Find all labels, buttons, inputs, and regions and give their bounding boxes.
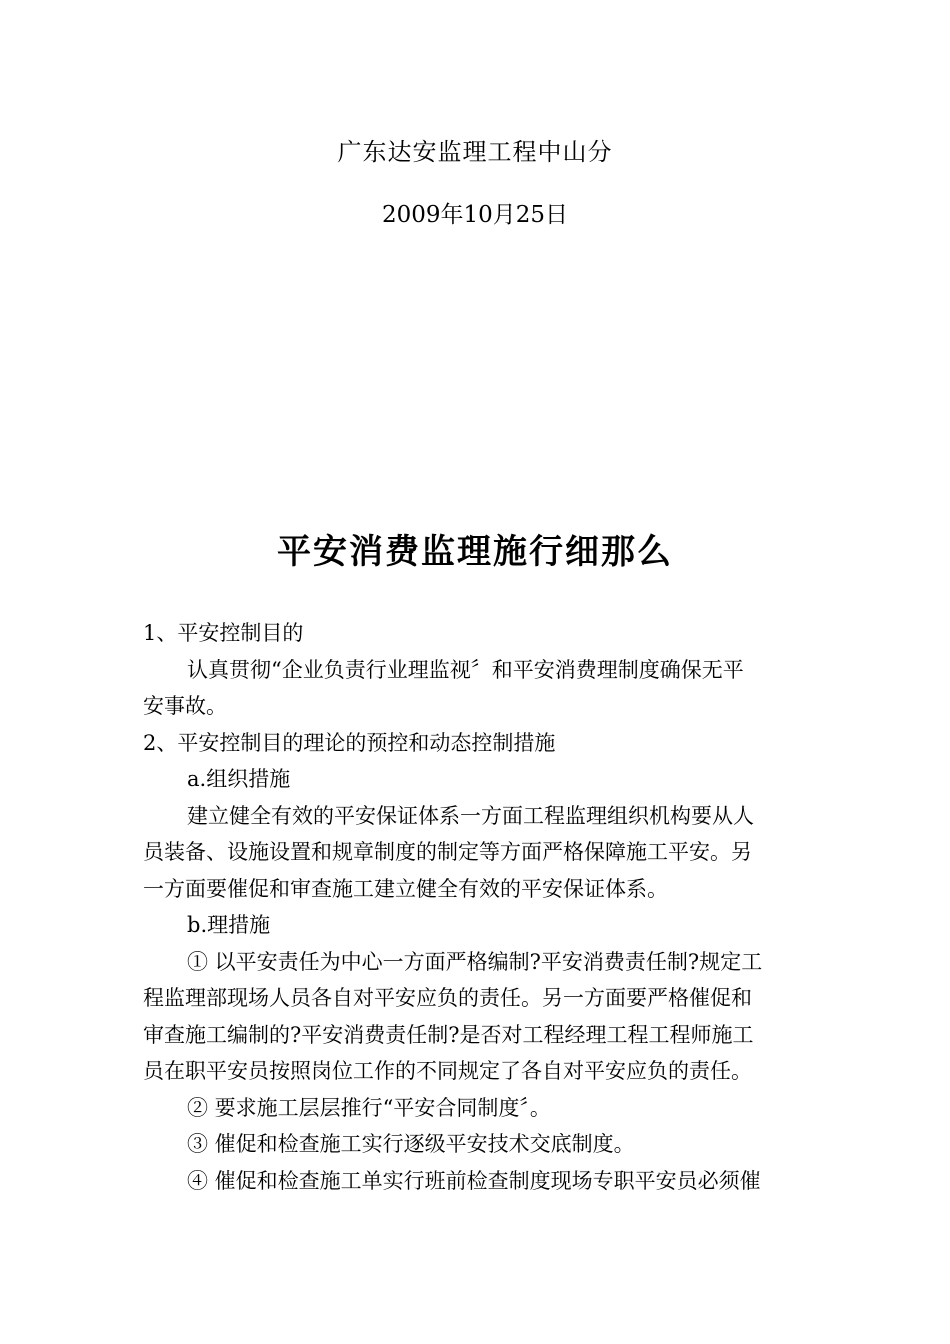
paragraph-line: b.理措施: [187, 913, 271, 937]
paragraph-line: a.组织措施: [187, 767, 291, 791]
paragraph-line: ④ 催促和检查施工单实行班前检查制度现场专职平安员必须催: [187, 1168, 761, 1193]
company-name: 广东达安监理工程中山分: [337, 138, 613, 166]
paragraph-line: ① 以平安责任为中心一方面严格编制?平安消费责任制?规定工: [187, 949, 763, 974]
document-body: [143, 615, 813, 1199]
paragraph-line: 员在职平安员按照岗位工作的不同规定了各自对平安应负的责任。: [143, 1059, 752, 1083]
paragraph-line: 程监理部现场人员各自对平安应负的责任。另一方面要严格催促和: [143, 986, 752, 1010]
paragraph-line: ③ 催促和检查施工实行逐级平安技术交底制度。: [187, 1132, 635, 1156]
paragraph-line: 建立健全有效的平安保证体系一方面工程监理组织机构要从人: [187, 803, 754, 828]
paragraph-line: 认真贯彻“企业负责行业理监视〞和平安消费理制度确保无平: [187, 657, 744, 682]
paragraph-line: 安事故。: [143, 694, 227, 718]
paragraph-line: 员装备、设施设置和规章制度的制定等方面严格保障施工平安。另: [143, 840, 752, 864]
paragraph-line: 一方面要催促和审查施工建立健全有效的平安保证体系。: [143, 876, 668, 901]
paragraph-line: 1、平安控制目的: [143, 621, 304, 645]
paragraph-line: 2、平安控制目的理论的预控和动态控制措施: [143, 730, 556, 755]
document-title: 平安消费监理施行细那么: [277, 532, 673, 572]
paragraph-line: 审查施工编制的?平安消费责任制?是否对工程经理工程工程师施工: [143, 1022, 754, 1047]
document-date: 2009年10月25日: [381, 202, 569, 228]
paragraph-line: ② 要求施工层层推行“平安合同制度〞。: [187, 1095, 551, 1120]
